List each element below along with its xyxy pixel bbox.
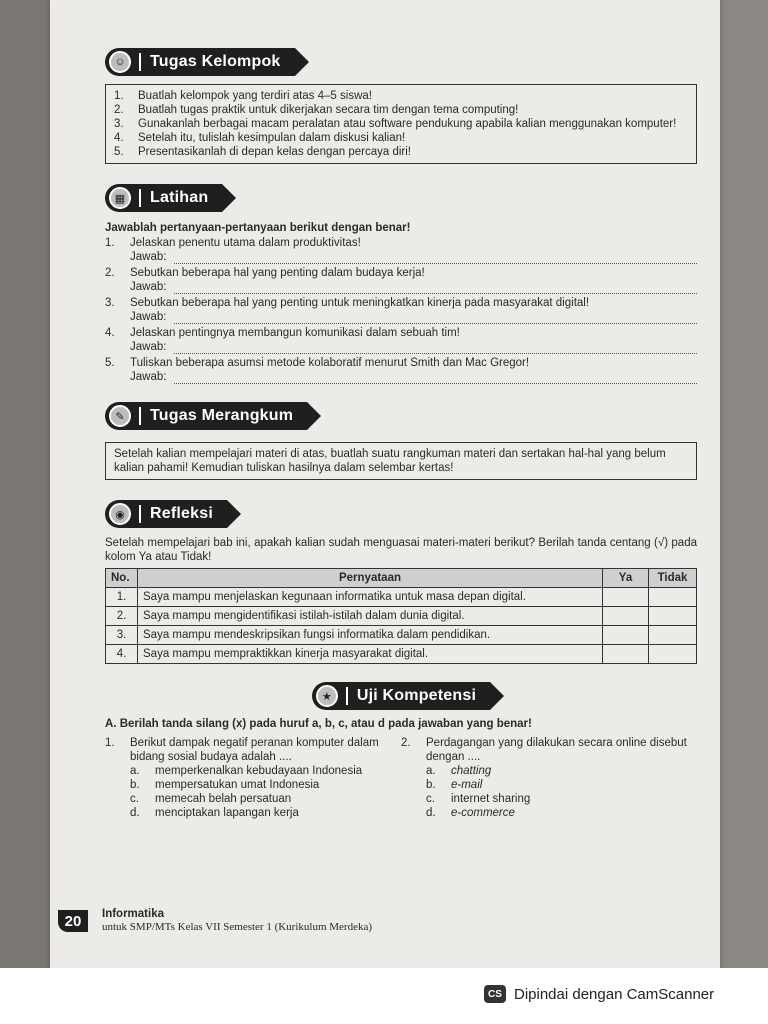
question-column [401,736,697,820]
page-content [105,48,697,820]
reflection-icon: ◉ [109,503,131,525]
footer-subject: Informatika [102,908,164,920]
dotted-line [174,314,697,324]
answer-line[interactable]: Jawab: [105,280,697,294]
section-title: Tugas Merangkum [150,407,294,424]
table-row: 2. Saya mampu mengidentifikasi istilah-istilah dalam dunia digital. [106,607,697,626]
dotted-line [174,254,697,264]
list-item: 4. Setelah itu, tulislah kesimpulan dalam diskusi kalian! [114,132,406,144]
answer-line[interactable]: Jawab: [105,370,697,384]
latihan-header [105,184,222,212]
table-row: 1. Saya mampu menjelaskan kegunaan informatika untuk masa depan digital. [106,588,697,607]
section-a-instruction: A. Berilah tanda silang (x) pada huruf a, b, c, atau d pada jawaban yang benar! [105,718,532,730]
list-item: 3. Gunakanlah berbagai macam peralatan atau software pendukung apabila kalian menggunakan komputer! [114,118,677,130]
no-cell[interactable] [649,607,697,626]
col-no-answer: Tidak [649,569,697,588]
question-column [105,736,401,820]
mc-question: 1. Berikut dampak negatif peranan komputer dalam bidang sosial budaya adalah .... [105,737,379,763]
yes-cell[interactable] [603,607,649,626]
page-number: 20 [58,910,88,932]
question: 4. Jelaskan pentingnya membangun komunikasi dalam sebuah tim! [105,327,460,339]
answer-line[interactable]: Jawab: [105,340,697,354]
uji-kompetensi-header [312,682,490,710]
yes-cell[interactable] [603,588,649,607]
no-cell[interactable] [649,645,697,664]
yes-cell[interactable] [603,626,649,645]
camscanner-text: Dipindai dengan CamScanner [514,985,715,1003]
section-title: Refleksi [150,505,213,522]
camscanner-logo-icon: CS [484,985,506,1003]
table-header-row [106,569,697,588]
book-icon: ▦ [109,187,131,209]
question: 3. Sebutkan beberapa hal yang penting untuk meningkatkan kinerja pada masyarakat digital! [105,297,590,309]
mc-option[interactable]: b. mempersatukan umat Indonesia [130,779,320,791]
tugas-merangkum-box: Setelah kalian mempelajari materi di atas, buatlah suatu rangkuman materi dan sertakan hal-hal yang belum kalian pahami! Kemudian tuliskan hasilnya dalam selembar kertas! [105,442,697,480]
table-row: 4. Saya mampu mempraktikkan kinerja masyarakat digital. [106,645,697,664]
col-statement: Pernyataan [138,569,603,588]
footer-subtitle: untuk SMP/MTs Kelas VII Semester 1 (Kurikulum Merdeka) [102,921,373,933]
background-left [0,0,52,980]
question: 1. Jelaskan penentu utama dalam produktivitas! [105,237,361,249]
tugas-kelompok-list [114,89,688,159]
footer-text [102,908,372,934]
answer-line[interactable]: Jawab: [105,250,697,264]
tugas-kelompok-box [105,84,697,164]
book-page [50,0,720,970]
refleksi-header [105,500,227,528]
mc-option[interactable]: d. menciptakan lapangan kerja [130,807,299,819]
mc-option[interactable]: a. memperkenalkan kebudayaan Indonesia [130,765,363,777]
dotted-line [174,284,697,294]
mc-option[interactable]: b. e-mail [426,779,483,791]
header-divider [139,189,141,207]
mc-option[interactable]: a. chatting [426,765,492,777]
list-item: 2. Buatlah tugas praktik untuk dikerjakan secara tim dengan tema computing! [114,104,519,116]
mc-option[interactable]: c. internet sharing [426,793,531,805]
mc-option[interactable]: c. memecah belah persatuan [130,793,292,805]
camscanner-watermark [484,985,714,1003]
answer-line[interactable]: Jawab: [105,310,697,324]
section-title: Latihan [150,189,209,206]
refleksi-table [105,568,697,664]
list-item: 1. Buatlah kelompok yang terdiri atas 4–5 siswa! [114,90,372,102]
header-divider [139,407,141,425]
mc-option[interactable]: d. e-commerce [426,807,515,819]
tugas-merangkum-header [105,402,307,430]
question: 2. Sebutkan beberapa hal yang penting dalam budaya kerja! [105,267,425,279]
competency-icon: ★ [316,685,338,707]
question: 5. Tuliskan beberapa asumsi metode kolaboratif menurut Smith dan Mac Gregor! [105,357,530,369]
yes-cell[interactable] [603,645,649,664]
no-cell[interactable] [649,626,697,645]
latihan-instruction: Jawablah pertanyaan-pertanyaan berikut dengan benar! [105,222,411,234]
dotted-line [174,344,697,354]
header-divider [346,687,348,705]
tugas-kelompok-header [105,48,295,76]
multiple-choice [105,736,697,820]
section-title: Tugas Kelompok [150,53,281,70]
no-cell[interactable] [649,588,697,607]
group-icon: ☺ [109,51,131,73]
mc-question: 2. Perdagangan yang dilakukan secara online disebut dengan .... [401,737,687,763]
list-item: 5. Presentasikanlah di depan kelas dengan percaya diri! [114,146,411,158]
header-divider [139,53,141,71]
col-no: No. [106,569,138,588]
summary-icon: ✎ [109,405,131,427]
background-right [720,0,768,980]
refleksi-intro: Setelah mempelajari bab ini, apakah kalian sudah menguasai materi-materi berikut? Berilah tanda centang (√) pada kolom Ya atau Tidak! [105,537,697,563]
table-row: 3. Saya mampu mendeskripsikan fungsi informatika dalam pendidikan. [106,626,697,645]
col-yes: Ya [603,569,649,588]
section-title: Uji Kompetensi [356,687,477,704]
dotted-line [174,374,697,384]
latihan-questions [105,236,697,384]
header-divider [139,505,141,523]
page-footer [58,908,372,934]
